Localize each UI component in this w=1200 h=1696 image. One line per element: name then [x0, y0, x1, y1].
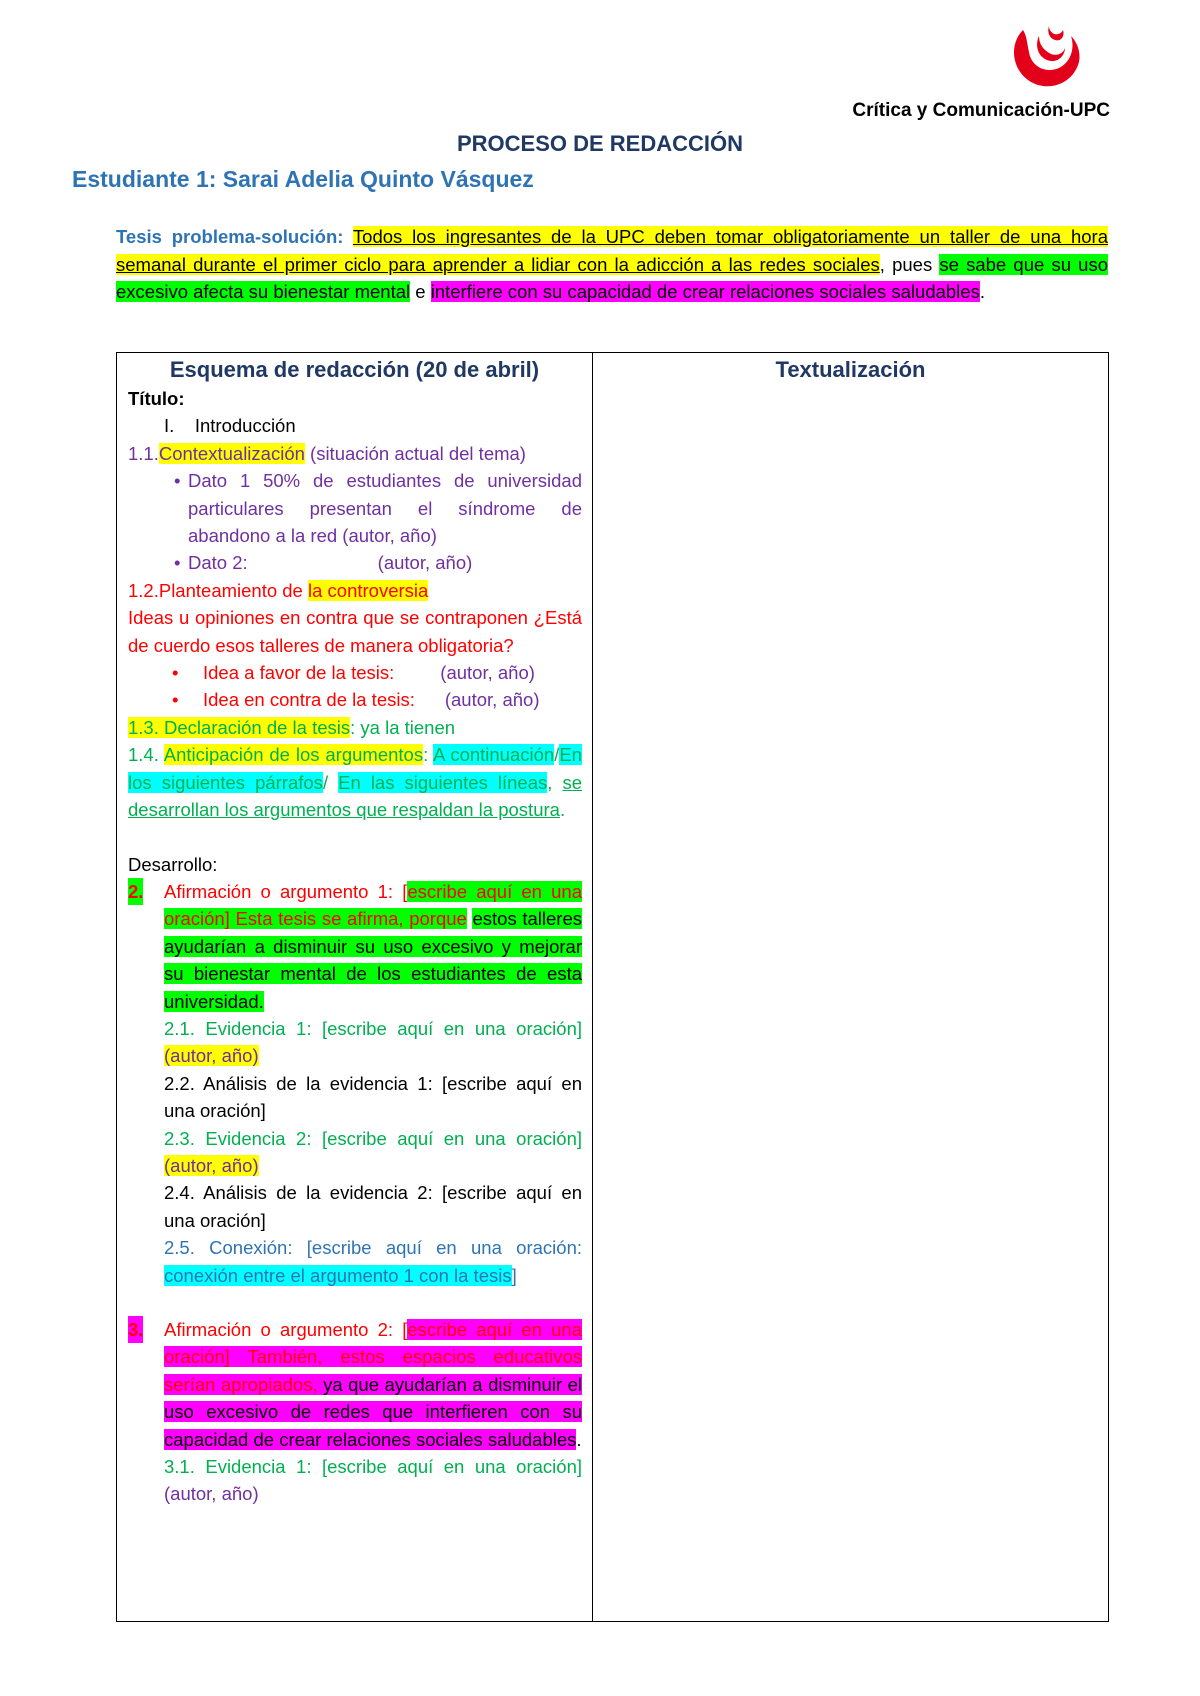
argument-2-num: 3.	[128, 1316, 143, 1343]
thesis-label: Tesis problema-solución:	[116, 226, 344, 247]
anticipation-num: 1.4.	[128, 744, 159, 766]
thesis-statement	[116, 223, 1108, 306]
dato-1	[128, 467, 582, 549]
titulo-label: Título:	[128, 388, 185, 409]
anticipation-option-c: En las siguientes líneas	[338, 771, 548, 793]
thesis-end: .	[979, 281, 985, 302]
analysis-2-2: 2.2. Análisis de la evidencia 1: [escribe aquí en una oración]	[164, 1072, 582, 1122]
argument-2-end: .	[576, 1428, 582, 1450]
context-heading	[128, 440, 582, 467]
context-label: Contextualización	[158, 442, 305, 464]
spacer	[128, 1289, 582, 1316]
dato-2-label: Dato 2:	[188, 552, 248, 574]
course-name: Crítica y Comunicación-UPC	[852, 100, 1110, 121]
idea-contra-label: Idea en contra de la tesis:	[203, 689, 415, 711]
connection-2-5	[128, 1234, 582, 1289]
anticipation-label: Anticipación de los argumentos	[163, 744, 424, 766]
argument-1-highlight: escribe aquí en una oración] Esta tesis se afirma, porque	[164, 880, 582, 930]
anticipation-sep: :	[423, 744, 434, 766]
connection-2-5-end: ]	[511, 1264, 517, 1286]
evidence-2-1	[128, 1015, 582, 1070]
evidence-2-3-ref: (autor, año)	[164, 1154, 259, 1176]
scheme-body	[117, 385, 592, 1508]
controversy-heading	[128, 577, 582, 604]
controversy-ideas: Ideas u opiniones en contra que se contraponen ¿Está de cuerdo esos talleres de manera obligatoria?	[128, 607, 582, 656]
student-name: Estudiante 1: Sarai Adelia Quinto Vásquez	[72, 166, 534, 192]
thesis-part-2: se sabe que su uso excesivo afecta su bienestar mental	[116, 253, 1108, 302]
connection-2-5-text: 2.5. Conexión: [escribe aquí en una oración:	[164, 1237, 582, 1259]
idea-contra-ref: (autor, año)	[444, 689, 540, 711]
arguments-anticipation: 1.4. Anticipación de los argumentos: A continuación/En los siguientes párrafos/ En las siguientes líneas, se desarrollan los argumentos que respaldan la postura.	[128, 744, 583, 821]
thesis-sep-1: , pues	[879, 253, 933, 275]
dato-2-ref: (autor, año)	[377, 552, 473, 574]
intro-heading	[128, 412, 582, 439]
anticipation-option-b: En los siguientes párrafos	[128, 744, 582, 793]
declaration-rest: : ya la tienen	[350, 716, 456, 738]
argument-1-text: estos talleres ayudarían a disminuir su uso excesivo y mejorar su bienestar mental de los estudiantes de esta universidad.	[164, 908, 582, 1012]
bullet-icon: •	[174, 470, 181, 492]
controversy-num: 1.2.	[128, 579, 159, 601]
spacer	[128, 824, 582, 851]
argument-2-text: ya que ayudarían a disminuir el uso excesivo de redes que interfieren con su capacidad de crear relaciones sociales saludables	[164, 1373, 582, 1450]
idea-favor-label: Idea a favor de la tesis:	[203, 662, 395, 684]
declaration-label: Declaración de la tesis	[158, 716, 351, 738]
thesis-part-1: Todos los ingresantes de la UPC deben tomar obligatoriamente un taller de una hora semanal durante el primer ciclo para aprender a lidiar con la adicción a las redes sociales	[116, 226, 1108, 275]
evidence-2-3	[128, 1125, 582, 1180]
evidence-2-1-ref: (autor, año)	[164, 1045, 259, 1067]
argument-2-label: Afirmación o argumento 2: [	[164, 1319, 408, 1340]
evidence-3-1-text: 3.1. Evidencia 1: [escribe aquí en una oración]	[164, 1456, 582, 1478]
argument-1-num: 2.	[128, 878, 143, 905]
declaration-num: 1.3.	[128, 716, 159, 738]
page-title: PROCESO DE REDACCIÓN	[456, 131, 744, 156]
argument-1-label: Afirmación o argumento 1: [	[164, 880, 408, 902]
intro-label: Introducción	[194, 415, 296, 437]
textualization-column	[593, 353, 1109, 1622]
bullet-icon: •	[174, 552, 181, 574]
thesis-sep-2: e	[410, 281, 431, 302]
argument-1	[128, 878, 582, 1015]
bullet-icon: •	[172, 662, 179, 684]
evidence-2-1-text: 2.1. Evidencia 1: [escribe aquí en una oración]	[164, 1017, 582, 1039]
dato-1-text: Dato 1 50% de estudiantes de universidad particulares presentan el síndrome de abandono a la red (autor, año)	[188, 470, 582, 547]
evidence-3-1	[128, 1453, 582, 1508]
idea-favor	[128, 659, 582, 686]
intro-num: I.	[164, 415, 175, 437]
dato-2	[128, 549, 582, 576]
argument-2	[128, 1316, 582, 1453]
bullet-icon: •	[172, 689, 179, 711]
controversy-highlight: la controversia	[308, 579, 429, 601]
writing-scheme-table	[116, 352, 1109, 1622]
connection-2-5-highlight: conexión entre el argumento 1 con la tesis	[164, 1264, 512, 1286]
anticipation-phrase: se desarrollan los argumentos que respaldan la postura	[128, 771, 583, 821]
argument-2-highlight: escribe aquí en una oración] También, estos espacios educativos serían apropiados,	[164, 1319, 582, 1395]
analysis-2-4: 2.4. Análisis de la evidencia 2: [escribe aquí en una oración]	[164, 1182, 582, 1231]
controversy-label: Planteamiento de	[158, 579, 308, 601]
idea-contra	[128, 686, 582, 713]
context-rest: (situación actual del tema)	[304, 442, 526, 464]
evidence-2-3-text: 2.3. Evidencia 2: [escribe aquí en una oración]	[164, 1127, 582, 1149]
idea-favor-ref: (autor, año)	[440, 662, 535, 684]
evidence-3-1-ref: (autor, año)	[164, 1483, 259, 1505]
upc-logo-icon	[1005, 22, 1085, 92]
context-num: 1.1.	[128, 442, 159, 464]
thesis-declaration	[128, 714, 582, 741]
thesis-part-3: interfiere con su capacidad de crear relaciones sociales saludables	[430, 281, 980, 302]
anticipation-option-a: A continuación	[433, 744, 555, 766]
scheme-column	[117, 353, 593, 1622]
scheme-header: Esquema de redacción (20 de abril)	[169, 357, 540, 382]
textualization-header: Textualización	[775, 357, 926, 382]
development-heading: Desarrollo:	[128, 853, 218, 875]
